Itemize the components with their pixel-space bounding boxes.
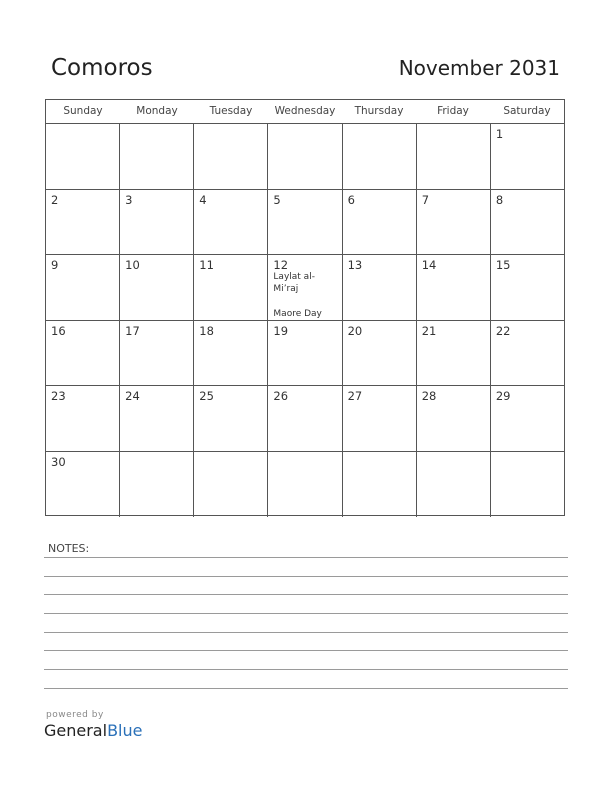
day-number: 11 bbox=[199, 258, 214, 272]
day-cell bbox=[194, 124, 268, 189]
day-number: 16 bbox=[51, 323, 66, 338]
brand-blue: Blue bbox=[107, 721, 143, 740]
weekday-saturday: Saturday bbox=[503, 105, 551, 117]
day-number: 10 bbox=[125, 258, 140, 272]
day-cell bbox=[268, 452, 342, 518]
day-cell bbox=[268, 190, 342, 255]
weekday-header-row bbox=[46, 100, 564, 124]
brand-general: General bbox=[44, 721, 108, 740]
day-cell bbox=[417, 124, 491, 189]
notes-line bbox=[44, 688, 568, 689]
day-number: 28 bbox=[421, 389, 437, 403]
weekday-sunday: Sunday bbox=[63, 105, 103, 117]
day-cell bbox=[120, 321, 194, 386]
day-number: 29 bbox=[495, 389, 511, 403]
notes-line bbox=[44, 632, 568, 633]
day-cell bbox=[46, 124, 120, 189]
day-number: 25 bbox=[199, 389, 214, 403]
week-row bbox=[46, 321, 564, 387]
day-cell bbox=[46, 190, 120, 255]
day-cell bbox=[120, 452, 194, 518]
day-cell bbox=[194, 190, 268, 255]
day-cell bbox=[343, 321, 417, 386]
day-cell bbox=[46, 321, 120, 386]
day-cell bbox=[46, 386, 120, 451]
day-cell bbox=[120, 190, 194, 255]
day-number: 4 bbox=[199, 192, 207, 207]
day-number: 19 bbox=[273, 323, 289, 338]
day-number: 9 bbox=[51, 258, 59, 272]
notes-line bbox=[44, 576, 568, 577]
holiday-label: Laylat al-Mi’raj bbox=[273, 272, 315, 294]
day-number: 24 bbox=[125, 389, 140, 403]
day-number: 3 bbox=[125, 192, 133, 207]
day-number: 12 bbox=[273, 258, 289, 272]
day-number: 15 bbox=[495, 258, 511, 272]
week-row bbox=[46, 386, 564, 452]
notes-line bbox=[44, 613, 568, 614]
day-cell bbox=[417, 255, 491, 320]
day-cell bbox=[491, 386, 564, 451]
calendar-grid bbox=[45, 99, 565, 516]
weekday-monday: Monday bbox=[136, 105, 178, 117]
day-cell bbox=[491, 452, 564, 518]
day-number: 30 bbox=[51, 454, 66, 469]
day-number: 2 bbox=[51, 192, 59, 207]
week-row bbox=[46, 190, 564, 256]
day-cell bbox=[491, 190, 564, 255]
day-cell bbox=[343, 452, 417, 518]
day-cell bbox=[417, 321, 491, 386]
day-number: 13 bbox=[347, 258, 363, 272]
day-number: 8 bbox=[495, 192, 504, 207]
day-number: 18 bbox=[199, 323, 214, 338]
day-number: 1 bbox=[495, 127, 504, 141]
brand-logo bbox=[44, 721, 142, 740]
day-number: 26 bbox=[273, 389, 289, 403]
notes-line bbox=[44, 669, 568, 670]
day-cell bbox=[268, 386, 342, 451]
day-cell bbox=[268, 124, 342, 189]
day-number: 22 bbox=[495, 323, 511, 338]
week-row bbox=[46, 452, 564, 518]
holiday-label: Maore Day bbox=[273, 309, 322, 319]
day-cell bbox=[491, 124, 564, 189]
day-cell bbox=[417, 190, 491, 255]
day-cell bbox=[417, 386, 491, 451]
day-number: 6 bbox=[347, 192, 355, 207]
day-number: 27 bbox=[347, 389, 363, 403]
day-cell bbox=[120, 386, 194, 451]
day-number: 20 bbox=[347, 323, 363, 338]
day-number: 5 bbox=[273, 192, 281, 207]
notes-line bbox=[44, 557, 568, 558]
day-cell bbox=[194, 452, 268, 518]
weekday-wednesday: Wednesday bbox=[274, 105, 336, 117]
day-number: 7 bbox=[421, 192, 430, 207]
day-cell bbox=[417, 452, 491, 518]
day-cell bbox=[491, 321, 564, 386]
day-cell bbox=[194, 386, 268, 451]
day-cell bbox=[46, 255, 120, 320]
day-number: 14 bbox=[421, 258, 437, 272]
day-cell bbox=[120, 124, 194, 189]
day-cell bbox=[343, 255, 417, 320]
day-number: 23 bbox=[51, 389, 66, 403]
day-cell bbox=[120, 255, 194, 320]
day-number: 21 bbox=[421, 323, 437, 338]
week-row bbox=[46, 255, 564, 321]
powered-by-text: powered by bbox=[46, 710, 104, 720]
weekday-tuesday: Tuesday bbox=[209, 105, 253, 117]
weekday-friday: Friday bbox=[437, 105, 469, 117]
week-row bbox=[46, 124, 564, 190]
day-cell bbox=[343, 124, 417, 189]
weekday-thursday: Thursday bbox=[354, 105, 404, 117]
day-number: 17 bbox=[125, 323, 140, 338]
day-cell bbox=[491, 255, 564, 320]
notes-label: NOTES: bbox=[48, 542, 90, 555]
day-cell bbox=[194, 321, 268, 386]
day-cell bbox=[268, 255, 342, 320]
day-cell bbox=[268, 321, 342, 386]
month-year-title: November 2031 bbox=[398, 56, 560, 80]
day-cell bbox=[194, 255, 268, 320]
day-cell bbox=[343, 190, 417, 255]
day-cell bbox=[343, 386, 417, 451]
country-title: Comoros bbox=[51, 55, 153, 81]
day-cell bbox=[46, 452, 120, 518]
notes-line bbox=[44, 594, 568, 595]
notes-line bbox=[44, 650, 568, 651]
